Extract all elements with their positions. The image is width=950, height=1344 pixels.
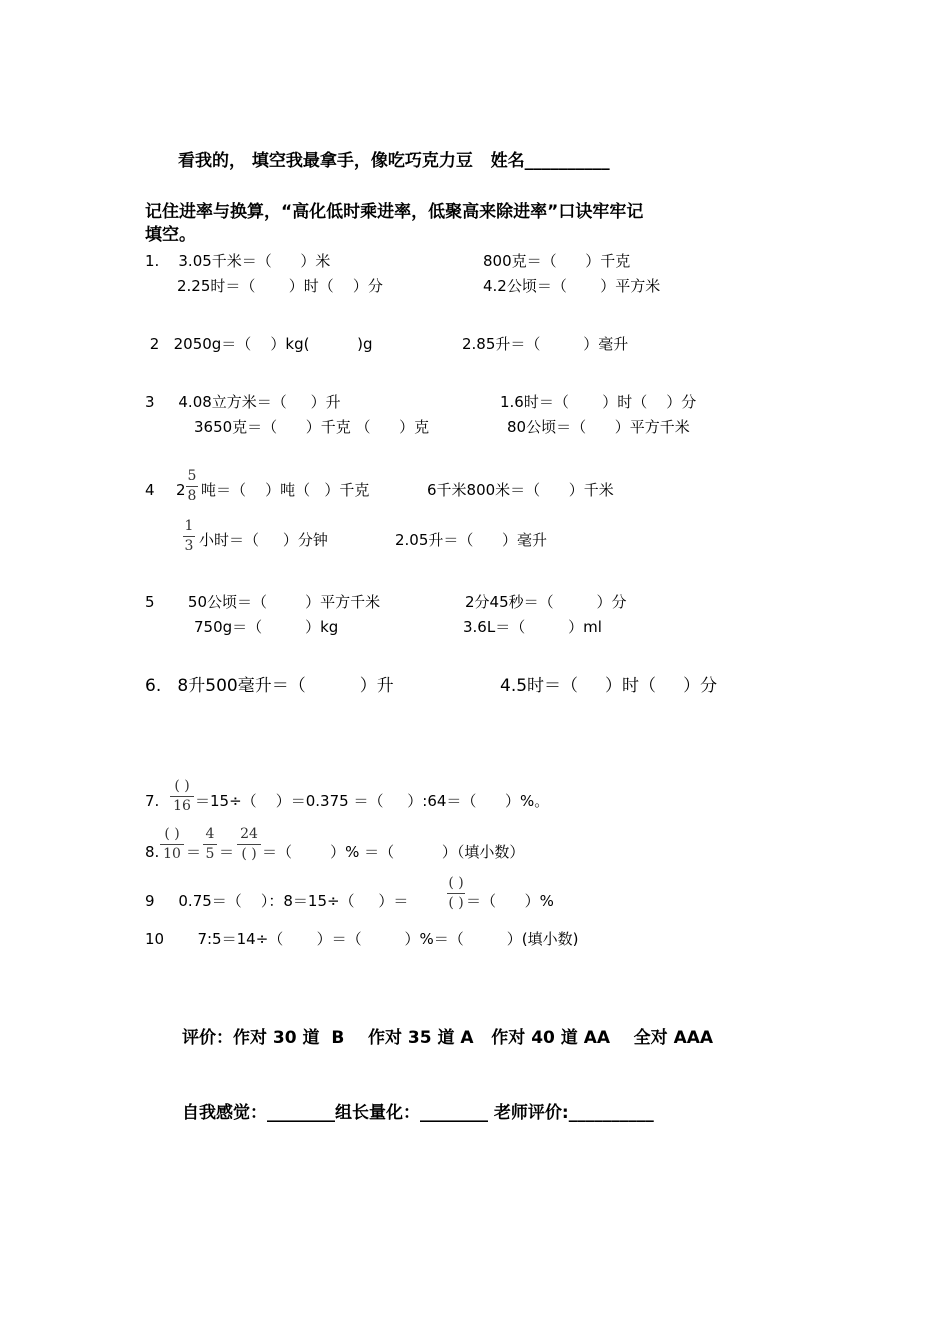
problem-9a: 9 0.75＝（ ）：8＝15÷（ ）＝ xyxy=(145,892,409,910)
problem-10: 10 7:5＝14÷（ ）＝（ ）%＝（ ）(填小数) xyxy=(145,930,579,948)
equals-sign: ＝ xyxy=(219,843,235,861)
problem-4-fraction xyxy=(186,468,198,505)
fraction-bar xyxy=(170,796,194,797)
problem-4d: 2.05升＝（ ）毫升 xyxy=(395,531,548,549)
problem-3c: 3650克＝（ ）千克 （ ）克 xyxy=(194,418,430,436)
problem-4-whole: 2 xyxy=(176,481,186,499)
problem-4b: 6千米800米＝（ ）千米 xyxy=(427,481,614,499)
self-evaluation-line: 自我感觉：________组长量化：________ 老师评价:__________ xyxy=(182,1103,654,1123)
problem-5c: 750g＝（ ）kg xyxy=(194,618,339,636)
problem-7-number: 7. xyxy=(145,792,160,810)
problem-8-fraction-1 xyxy=(160,826,184,863)
fraction-numerator: ( ) xyxy=(164,826,180,842)
problem-3d: 80公顷＝（ ）平方千米 xyxy=(507,418,690,436)
fraction-numerator: 1 xyxy=(184,518,194,534)
fraction-denominator: ( ) xyxy=(241,846,257,862)
problem-1b: 800克＝（ ）千克 xyxy=(483,252,631,270)
rating-line: 评价：作对 30 道 B 作对 35 道 A 作对 40 道 AA 全对 AAA xyxy=(182,1028,714,1048)
problem-6b: 4.5时＝（ ）时（ ）分 xyxy=(500,676,718,696)
problem-8-fraction-3 xyxy=(237,826,261,863)
problem-4-number: 4 xyxy=(145,481,155,499)
problem-4c-fraction xyxy=(183,518,195,555)
problem-8-fraction-2 xyxy=(203,826,217,863)
problem-4c: 小时＝（ ）分钟 xyxy=(199,531,328,549)
problem-9-fraction xyxy=(447,875,465,912)
fraction-bar xyxy=(160,844,184,845)
fraction-denominator: 10 xyxy=(163,846,181,862)
worksheet-title: 看我的， 填空我最拿手，像吃巧克力豆 姓名__________ xyxy=(178,151,610,171)
mnemonic-line: 记住进率与换算，“高化低时乘进率，低聚高来除进率”口诀牢牢记 xyxy=(145,202,644,222)
fraction-numerator: 24 xyxy=(240,826,258,842)
fraction-denominator: 8 xyxy=(187,488,197,504)
fraction-numerator: 5 xyxy=(187,468,197,484)
problem-7: ＝15÷（ ）＝0.375 ＝（ ）:64＝（ ）%。 xyxy=(195,792,550,810)
problem-1a: 1. 3.05千米＝（ ）米 xyxy=(145,252,331,270)
fraction-denominator: 5 xyxy=(205,846,215,862)
problem-6a: 6. 8升500毫升＝（ ）升 xyxy=(145,676,394,696)
problem-9b: ＝（ ）% xyxy=(466,892,554,910)
problem-3b: 1.6时＝（ ）时（ ）分 xyxy=(500,393,697,411)
fraction-bar xyxy=(183,536,195,537)
problem-8-number: 8. xyxy=(145,843,160,861)
equals-sign: ＝ xyxy=(186,843,202,861)
fraction-denominator: 16 xyxy=(173,798,191,814)
fraction-bar xyxy=(186,486,198,487)
fraction-numerator: ( ) xyxy=(174,778,190,794)
problem-5d: 3.6L＝（ ）ml xyxy=(463,618,602,636)
problem-2a: 2 2050g＝（ ）kg( )g xyxy=(145,335,373,353)
problem-8: ＝（ ）% ＝（ ）（填小数） xyxy=(262,843,525,861)
fraction-denominator: ( ) xyxy=(448,895,464,911)
problem-4a: 吨＝（ ）吨（ ）千克 xyxy=(201,481,370,499)
problem-7-fraction xyxy=(170,778,194,815)
problem-1d: 4.2公顷＝（ ）平方米 xyxy=(483,277,661,295)
problem-1c: 2.25时＝（ ）时（ ）分 xyxy=(177,277,383,295)
fraction-numerator: 4 xyxy=(205,826,215,842)
fraction-denominator: 3 xyxy=(184,538,194,554)
problem-3a: 3 4.08立方米＝（ ）升 xyxy=(145,393,341,411)
instruction: 填空。 xyxy=(145,225,196,245)
problem-5b: 2分45秒＝（ ）分 xyxy=(465,593,627,611)
fraction-numerator: ( ) xyxy=(448,875,464,891)
fraction-bar xyxy=(447,893,465,894)
fraction-bar xyxy=(203,844,217,845)
fraction-bar xyxy=(237,844,261,845)
problem-2b: 2.85升＝（ ）毫升 xyxy=(462,335,629,353)
problem-5a: 5 50公顷＝（ ）平方千米 xyxy=(145,593,381,611)
